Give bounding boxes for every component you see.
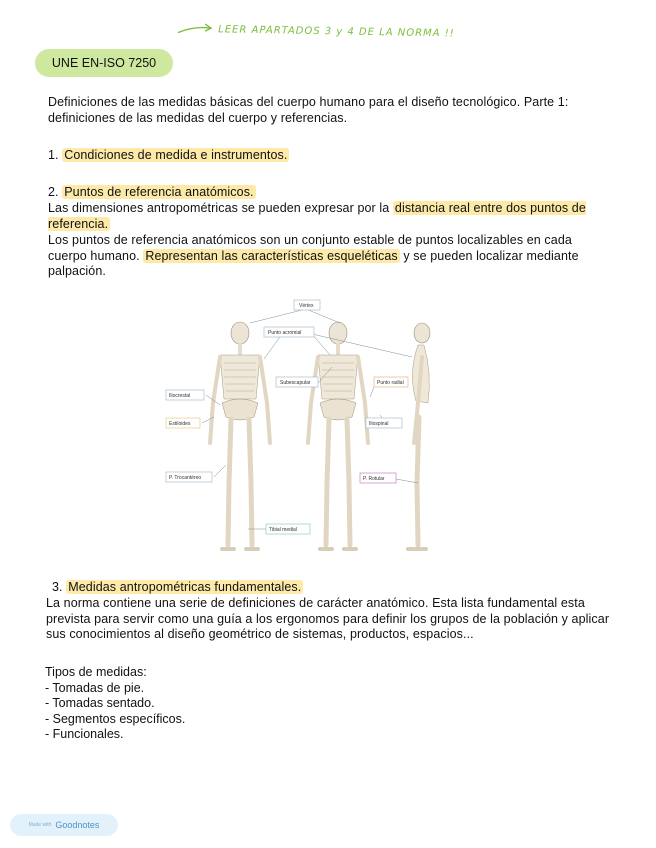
handwritten-note	[176, 22, 455, 41]
measure-types-heading: Tipos de medidas:	[45, 665, 147, 679]
page-title: UNE EN-ISO 7250	[51, 56, 157, 70]
section-1-heading: Condiciones de medida e instrumentos.	[64, 148, 288, 162]
measure-types	[45, 665, 185, 743]
list-item: - Tomadas de pie.	[45, 680, 145, 695]
title-pill	[35, 49, 173, 77]
skeleton-figure	[160, 297, 450, 562]
section-2-p1-highlight: distancia real entre dos puntos de referencia.	[48, 201, 586, 231]
section-2-p1-text: Las dimensiones antropométricas se pueden expresar por la	[48, 201, 393, 215]
section-3-title	[52, 580, 303, 596]
label-tibial: Tibial medial	[269, 527, 297, 533]
label-estiloides: Estiloides	[169, 421, 191, 427]
label-rotular: P. Rotular	[363, 476, 385, 482]
list-item: - Segmentos específicos.	[45, 711, 186, 726]
list-item: - Tomadas sentado.	[45, 696, 155, 710]
list-item: - Funcionales.	[45, 727, 124, 741]
label-vertex: Vértex	[299, 303, 314, 309]
section-2-paragraph-1	[48, 201, 608, 232]
section-3-heading: Medidas antropométricas fundamentales.	[68, 580, 302, 594]
section-1-number: 1.	[48, 148, 59, 162]
section-2-number: 2.	[48, 185, 59, 199]
section-2-title	[48, 185, 256, 201]
section-2-paragraph-2	[48, 233, 608, 280]
label-iliocrestal: Iliocrestal	[169, 393, 191, 399]
section-1	[48, 148, 289, 164]
section-2-p2-text: Los puntos de referencia anatómicos son un conjunto estable de puntos localizables en cada cuerpo humano.	[48, 233, 572, 263]
section-2-heading: Puntos de referencia anatómicos.	[64, 185, 254, 199]
label-subescapular: Subescapular	[280, 380, 311, 386]
section-2-p2-text-end: y se pueden localizar mediante palpación.	[48, 248, 579, 278]
section-2-p2-highlight: Representan las características esqueléticas	[145, 248, 398, 263]
arrow-icon	[176, 22, 214, 37]
handwritten-note-text: LEER APARTADOS 3 y 4 DE LA NORMA !!	[218, 24, 455, 40]
label-radial: Punto radial	[377, 380, 404, 386]
intro-paragraph: Definiciones de las medidas básicas del cuerpo humano para el diseño tecnológico. Parte 1: definiciones de las medidas del cuerpo y referencias.	[48, 95, 569, 125]
section-3-paragraph: La norma contiene una serie de definiciones de carácter anatómico. Esta lista fundamental esta prevista para servir como una guía a los ergonomos para definir los grupos de la población y aplicar sus conocimientos al diseño geométrico de sistemas, productos, espacios...	[46, 596, 610, 641]
label-trocantereo: P. Trocantéreo	[169, 475, 202, 481]
label-iliospinal: Iliospinal	[369, 421, 389, 427]
section-3-number: 3.	[52, 580, 63, 594]
label-acromial: Punto acromial	[268, 330, 302, 336]
watermark-brand: Goodnotes	[55, 820, 100, 830]
watermark-small-text: Made with	[28, 822, 52, 828]
goodnotes-watermark	[10, 814, 118, 836]
